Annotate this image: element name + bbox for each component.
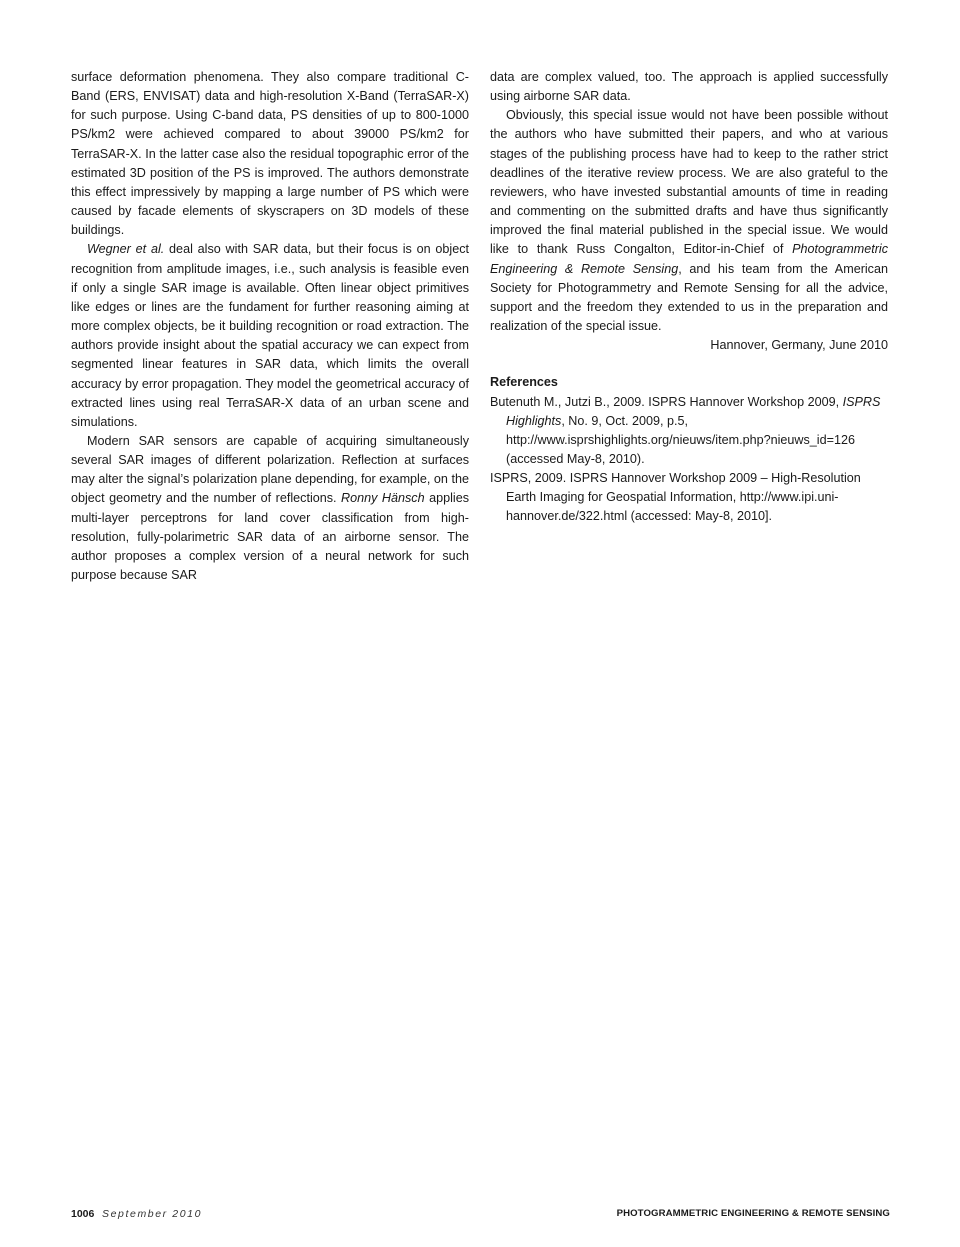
reference-text: Butenuth M., Jutzi B., 2009. ISPRS Hannover Workshop 2009, <box>490 394 843 409</box>
page-footer <box>71 1208 890 1222</box>
reference-item <box>490 393 888 470</box>
signoff: Hannover, Germany, June 2010 <box>710 338 888 353</box>
references-heading: References <box>490 375 558 390</box>
paragraph-text: Obviously, this special issue would not have been possible without the authors who have submitted their papers, and who at various stages of the publishing process have had to keep to the rather strict deadlines of the iterative review process. We are also grateful to the reviewers, who have invested substantial amounts of time in reading and commenting on the submitted drafts and have thus significantly improved the final material published in the special issue. We would like to thank Russ Congalton, Editor-in-Chief of <box>490 108 888 257</box>
issue-date: September 2010 <box>102 1208 203 1220</box>
journal-name: PHOTOGRAMMETRIC ENGINEERING & REMOTE SENSING <box>616 1208 890 1219</box>
acknowledgement-paragraph <box>490 106 888 336</box>
paragraph-text: applies multi-layer perceptrons for land cover classification from high-resolution, fully-polarimetric SAR data of an airborne sensor. The author proposes a complex version of a neural network for such purpose because SAR <box>71 491 469 583</box>
page-number: 1006 <box>71 1208 95 1220</box>
body-paragraph: surface deformation phenomena. They also compare traditional C-Band (ERS, ENVISAT) data and high-resolution X-Band (TerraSAR-X) for such purpose. Using C-band data, PS densities of up to 800-1000 PS/km2 were achieved compared to about 39000 PS/km2 for TerraSAR-X. In the latter case also the residual topographic error of the estimated 3D position of the PS is improved. The authors demonstrate this effect impressively by mapping a large number of PS which were caused by facade elements of skyscrapers on 3D models of these buildings. <box>71 70 469 238</box>
left-column <box>71 68 469 585</box>
body-paragraph <box>71 432 469 585</box>
body-paragraph <box>71 240 469 432</box>
reference-italic: ISPRS Highlights <box>506 394 881 428</box>
paragraph-text: , and his team from the American Society for Photogrammetry and Remote Sensing for all the advice, support and the freedom they extended to us in the preparation and realization of the special issue. <box>490 261 888 334</box>
author-name: Ronny Hänsch <box>341 491 425 506</box>
author-name: Wegner et al. <box>87 242 165 257</box>
journal-title: Photogrammetric Engineering & Remote Sensing <box>490 242 888 276</box>
paragraph-text: Modern SAR sensors are capable of acquiring simultaneously several SAR images of different polarization. Reflection at surfaces may alter the signal’s polarization plane depending, for example, on the object geometry and the number of reflections. <box>71 433 469 506</box>
reference-text: , No. 9, Oct. 2009, p.5, http://www.isprshighlights.org/nieuws/item.php?nieuws_id=126 (accessed May-8, 2010). <box>506 413 855 466</box>
reference-item: ISPRS, 2009. ISPRS Hannover Workshop 2009 – High-Resolution Earth Imaging for Geospatial Information, http://www.ipi.uni-hannover.de/322.html (accessed: May-8, 2010]. <box>490 471 861 524</box>
paragraph-text: deal also with SAR data, but their focus is on object recognition from amplitude images, i.e., such analysis is feasible even if only a single SAR image is available. Often linear object primitives like edges or lines are the fundament for further reasoning aiming at more complex objects, be it building recognition or road extraction. The authors provide insight about the spatial accuracy we can expect from segmented linear features in SAR data, which limits the overall accuracy by error propagation. They model the geometrical accuracy of extracted lines using real TerraSAR-X data of an urban scene and simulations. <box>71 242 469 429</box>
right-column <box>490 68 888 527</box>
body-paragraph: data are complex valued, too. The approach is applied successfully using airborne SAR data. <box>490 70 888 104</box>
